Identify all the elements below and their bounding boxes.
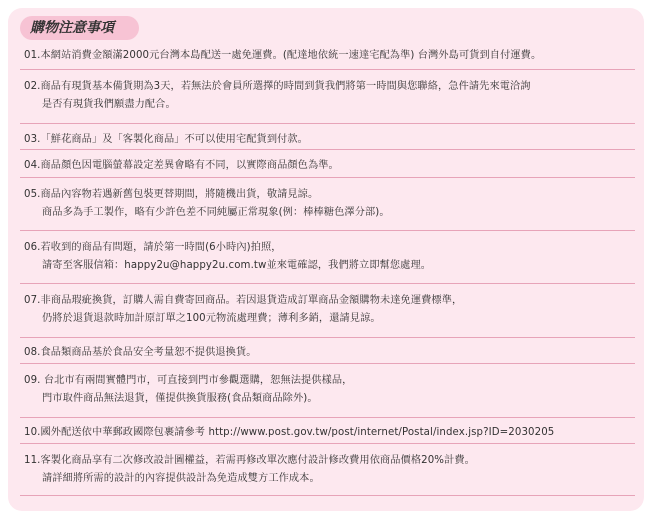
notice-text: 06.若收到的商品有問題，請於第一時間(6小時內)拍照， <box>24 242 282 253</box>
notice-item <box>20 364 635 418</box>
notice-item <box>20 444 635 496</box>
notice-item <box>20 150 635 178</box>
notice-item <box>20 284 635 338</box>
notice-text-continued: 請詳細將所需的設計的內容提供設計為免造成雙方工作成本。 <box>42 473 320 484</box>
notice-text: 07.非商品瑕疵換貨，訂購人需自費寄回商品。若因退貨造成訂單商品金額購物未達免運費標準， <box>24 295 463 306</box>
notice-text: 10.國外配送依中華郵政國際包裹請參考 http://www.post.gov.tw/post/internet/Postal/index.jsp?ID=2030205 <box>24 427 555 438</box>
notice-item <box>20 70 635 124</box>
notice-text-continued: 商品多為手工製作，略有少許色差不同純屬正常現象(例：棒棒糖色澤分部)。 <box>42 207 390 218</box>
notice-item <box>20 124 635 150</box>
notice-item <box>20 178 635 231</box>
notice-text: 05.商品內容物若遇新舊包裝更替期間，將隨機出貨，敬請見諒。 <box>24 189 319 200</box>
notice-text: 04.商品顏色因電腦螢幕設定差異會略有不同，以實際商品顏色為準。 <box>24 160 339 171</box>
section-title: 購物注意事項 <box>20 16 139 40</box>
shopping-notice-panel <box>8 8 644 511</box>
notice-text: 08.食品類商品基於食品安全考量恕不提供退換貨。 <box>24 347 257 358</box>
notice-text-continued: 請寄至客服信箱：happy2u@happy2u.com.tw並來電確認，我們將立即幫您處理。 <box>42 260 432 271</box>
notice-text-continued: 是否有現貨我們願盡力配合。 <box>42 99 176 110</box>
notice-text: 11.客製化商品享有二次修改設計圖權益，若需再修改單次應付設計修改費用依商品價格20%計費。 <box>24 455 475 466</box>
notice-item <box>20 418 635 444</box>
notice-item <box>20 42 635 70</box>
notice-item <box>20 231 635 284</box>
notice-text: 03.「鮮花商品」及「客製化商品」不可以使用宅配貨到付款。 <box>24 134 308 145</box>
notice-text-continued: 仍將於退貨退款時加計原訂單之100元物流處理費；薄利多銷，還請見諒。 <box>42 313 381 324</box>
notice-text-continued: 門市取件商品無法退貨，僅提供換貨服務(食品類商品除外)。 <box>42 393 318 404</box>
notice-text: 02.商品有現貨基本備貨期為3天，若無法於會員所選擇的時間到貨我們將第一時間與您聯絡，急件請先來電洽詢 <box>24 81 531 92</box>
notice-text: 09. 台北市有兩間實體門市，可直接到門市參觀選購，恕無法提供樣品， <box>24 375 353 386</box>
notice-text: 01.本網站消費金額滿2000元台灣本島配送一處免運費。(配達地依統一速達宅配為準) 台灣外島可貨到自付運費。 <box>24 50 542 61</box>
notice-item <box>20 338 635 364</box>
